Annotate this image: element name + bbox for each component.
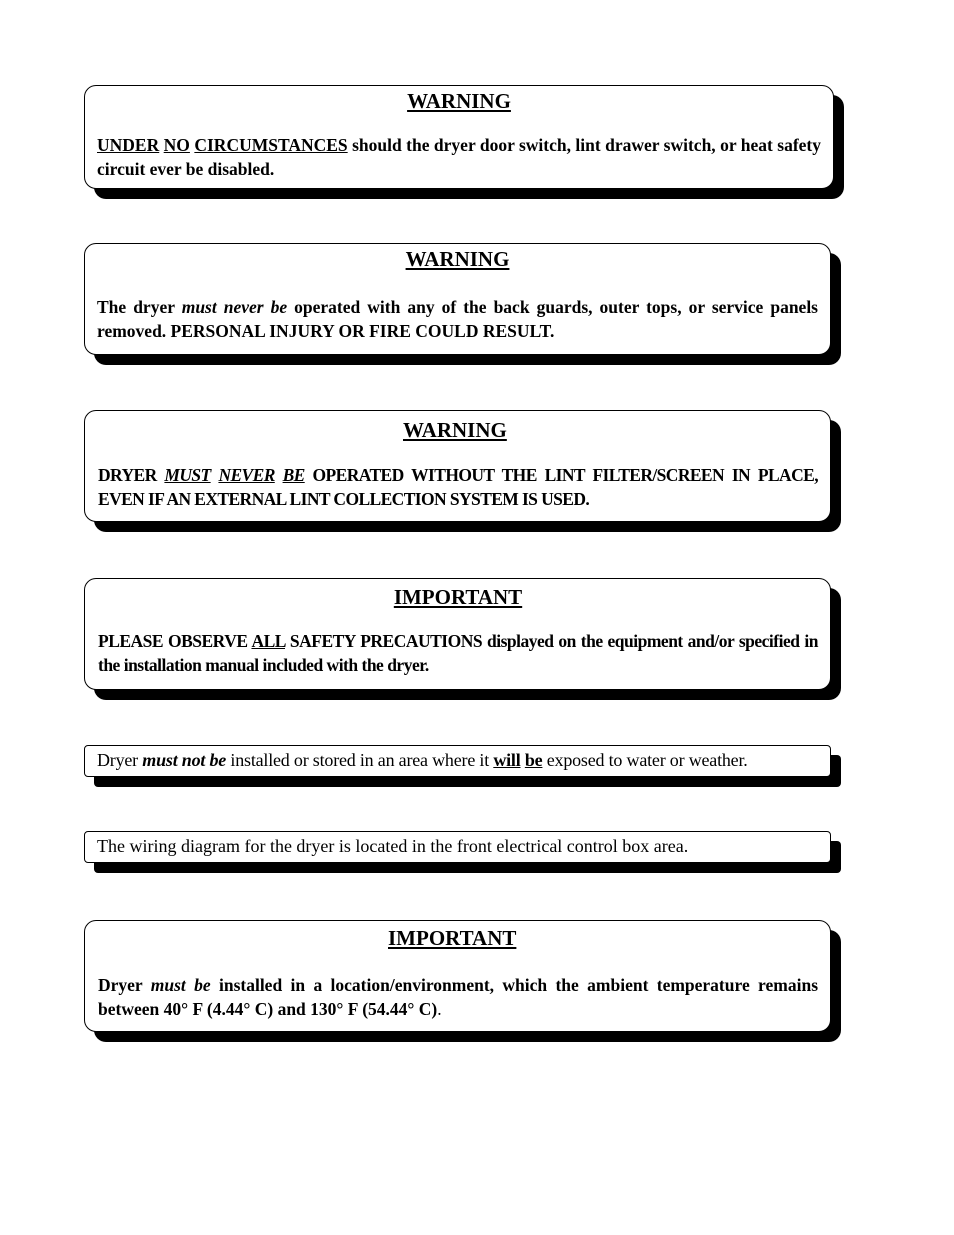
notice-text-part: Dryer — [98, 975, 151, 995]
notice-text-part: OPERATED WITHOUT THE LINT FILTER/SCREEN IN PLACE, EVEN IF AN EXTERNAL LINT COLLECTION SYSTEM IS USED. — [98, 465, 818, 509]
notice-text-part: must be — [150, 975, 211, 995]
notice-text-part: CIRCUMSTANCES — [194, 135, 348, 155]
notice-text-part: NO — [163, 135, 190, 155]
notice-body — [97, 747, 818, 773]
notice-body — [97, 833, 818, 859]
notice-text-part: BE — [282, 465, 305, 485]
notice-box — [84, 578, 831, 690]
important-notice-safety-precautions — [84, 578, 831, 690]
notice-text-part: . — [437, 999, 442, 1019]
notice-text-part: PLEASE OBSERVE — [98, 631, 252, 651]
notice-text-part: NEVER — [218, 465, 275, 485]
notice-water-exposure — [84, 745, 831, 777]
warning-notice-guards-removed — [84, 243, 831, 355]
notice-wiring-diagram — [84, 831, 831, 863]
notice-text-part: DRYER — [98, 465, 165, 485]
notice-box — [84, 745, 831, 777]
notice-body — [97, 295, 818, 343]
notice-text-part: be — [524, 750, 543, 770]
notice-text-part: must never be — [181, 297, 288, 317]
notice-box — [84, 410, 831, 522]
notice-heading: WARNING — [405, 247, 510, 271]
notice-box — [84, 85, 834, 189]
notice-text-part: The dryer — [97, 297, 182, 317]
notice-box — [84, 920, 831, 1032]
notice-text-part: must not be — [142, 750, 227, 770]
notice-text-part: SAFETY PRECAUTIONS displayed on the equipment and/or specified in the installation manual included with the dryer. — [98, 631, 818, 675]
notice-text-part: installed or stored in an area where it — [226, 750, 494, 770]
notice-text-part: The wiring diagram for the dryer is located in the front electrical control box area. — [97, 836, 689, 856]
notice-text-part: Dryer — [97, 750, 143, 770]
notice-text-part: ALL — [251, 631, 285, 651]
notice-box — [84, 831, 831, 863]
warning-notice-lint-filter — [84, 410, 831, 522]
notice-heading: WARNING — [403, 418, 507, 442]
notice-body — [98, 463, 818, 511]
notice-body — [98, 973, 818, 1021]
notice-heading: WARNING — [407, 89, 511, 113]
important-notice-ambient-temperature — [84, 920, 831, 1032]
warning-notice-door-switch — [84, 85, 834, 189]
notice-text-part: will — [493, 750, 521, 770]
notice-box — [84, 243, 831, 355]
notice-body — [97, 133, 821, 181]
notice-text-part: exposed to water or weather. — [542, 750, 748, 770]
notice-body — [98, 629, 818, 677]
notice-text-part: should the dryer door switch, lint drawer switch, or heat safety circuit ever be disabled. — [97, 135, 821, 179]
notice-heading: IMPORTANT — [393, 585, 523, 609]
notice-heading: IMPORTANT — [388, 926, 517, 950]
notice-text-part: operated with any of the back guards, outer tops, or service panels removed. PERSONAL INJURY OR FIRE COULD RESULT. — [97, 297, 818, 341]
notice-text-part: MUST — [164, 465, 211, 485]
notice-text-part: installed in a location/environment, which the ambient temperature remains between 40° F (4.44° C) and 130° F (54.44° C) — [98, 975, 819, 1019]
notice-text-part: UNDER — [97, 135, 160, 155]
notice-text-part — [275, 465, 283, 485]
